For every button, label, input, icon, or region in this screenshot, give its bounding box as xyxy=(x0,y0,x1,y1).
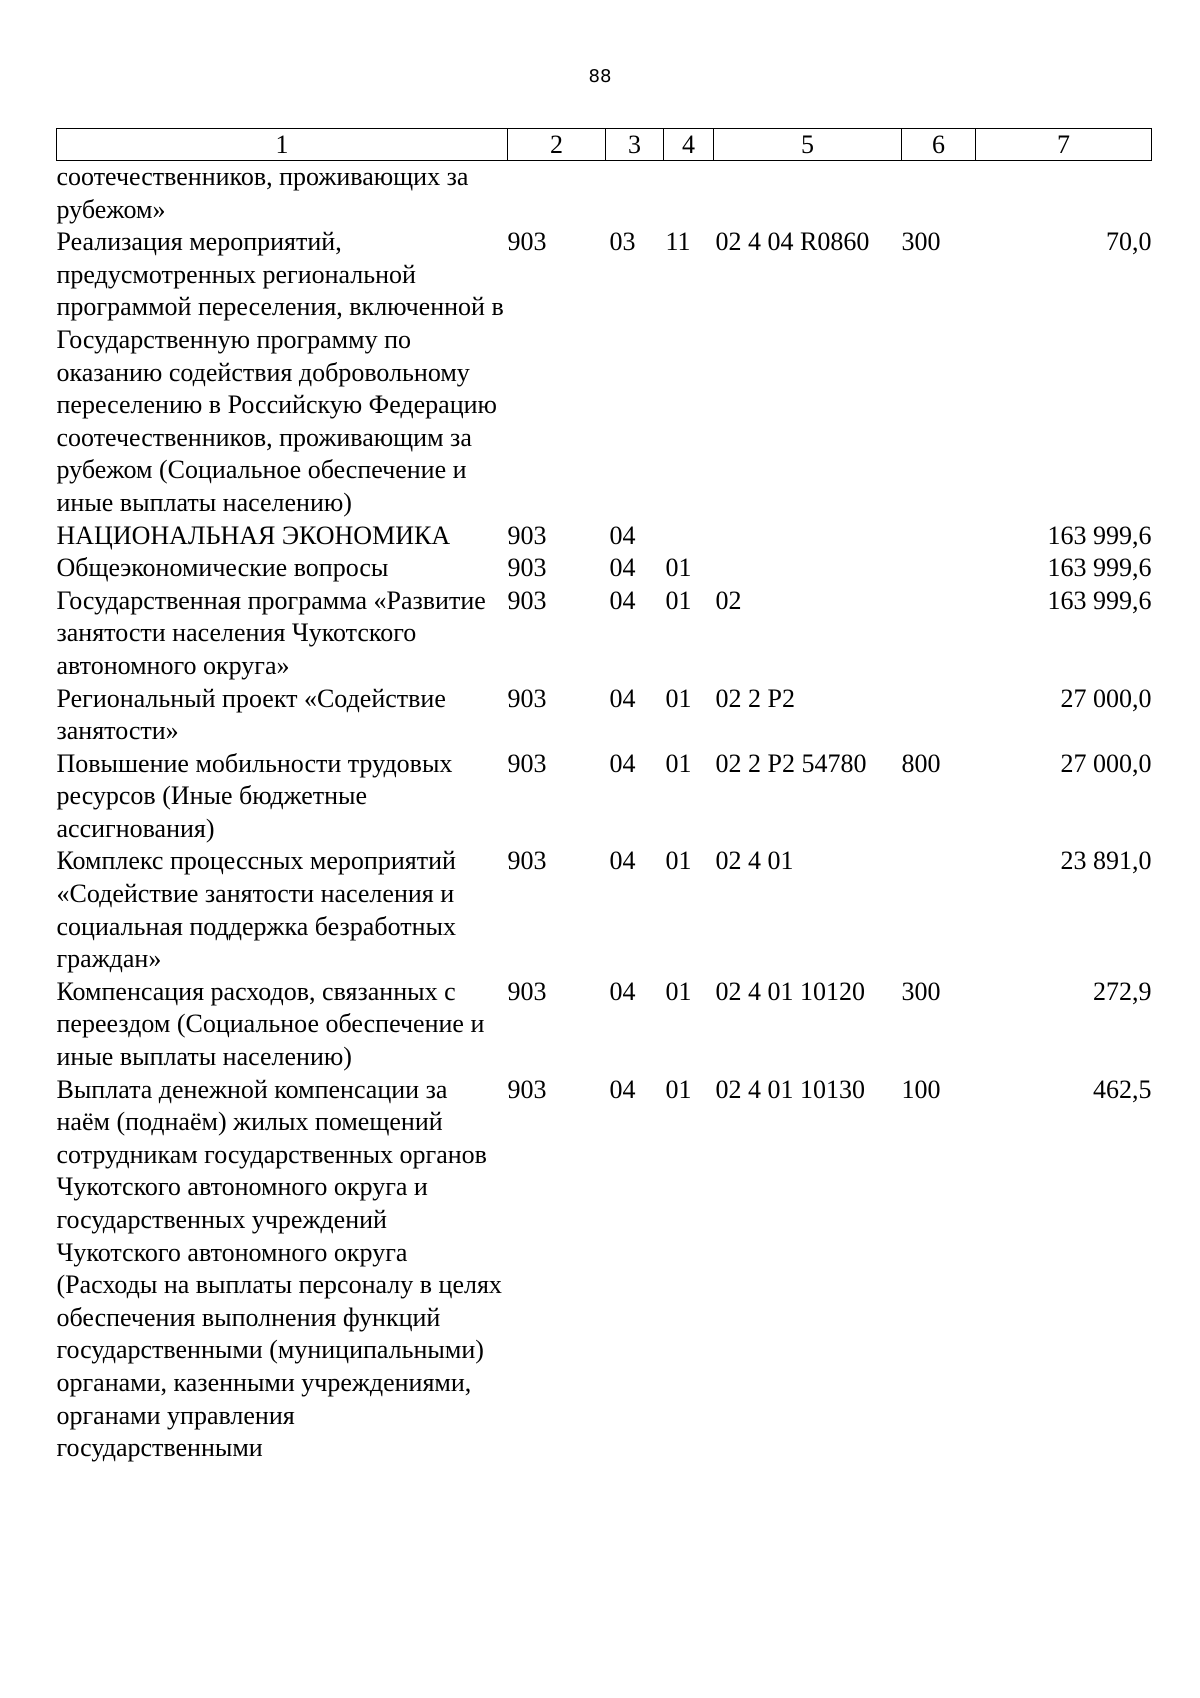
table-body xyxy=(57,161,1152,1465)
budget-table xyxy=(56,128,1152,1465)
cell-section xyxy=(606,161,664,227)
cell-target-article xyxy=(714,520,902,553)
cell-expense-type xyxy=(902,520,976,553)
cell-target-article xyxy=(714,552,902,585)
table-row xyxy=(57,520,1152,553)
table-row xyxy=(57,1074,1152,1465)
header-col-3: 3 xyxy=(606,129,664,161)
cell-section: 04 xyxy=(609,553,636,583)
cell-subsection: 11 xyxy=(665,227,691,257)
cell-name: Реализация мероприятий, предусмотренных региональной программой переселения, включенной в Государственную программу по оказанию содействия добровольному переселению в Российскую Федерацию соотечественников, проживающим за рубежом (Социальное обеспечение и иные выплаты населению) xyxy=(56,227,504,517)
cell-subsection: 01 xyxy=(665,846,692,876)
cell-expense-type xyxy=(902,585,976,683)
cell-expense-type xyxy=(902,845,976,975)
cell-subsection xyxy=(664,520,714,553)
cell-subsection xyxy=(664,161,714,227)
cell-subsection: 01 xyxy=(665,748,692,778)
cell-expense-type xyxy=(902,552,976,585)
cell-ministry-code: 903 xyxy=(507,748,547,778)
cell-amount: 163 999,6 xyxy=(1047,585,1152,615)
cell-ministry-code: 903 xyxy=(507,553,547,583)
cell-section: 04 xyxy=(609,1074,636,1104)
cell-subsection: 01 xyxy=(665,1074,692,1104)
header-col-7: 7 xyxy=(976,129,1152,161)
cell-expense-type xyxy=(902,161,976,227)
header-col-1: 1 xyxy=(57,129,508,161)
cell-subsection: 01 xyxy=(665,683,692,713)
cell-target-article: 02 xyxy=(715,585,742,615)
cell-amount: 462,5 xyxy=(1093,1074,1152,1104)
cell-ministry-code: 903 xyxy=(507,846,547,876)
cell-expense-type: 300 xyxy=(901,976,941,1006)
cell-expense-type: 100 xyxy=(901,1074,941,1104)
cell-name: Компенсация расходов, связанных с переездом (Социальное обеспечение и иные выплаты населению) xyxy=(56,976,485,1072)
cell-target-article: 02 4 01 10130 xyxy=(715,1074,865,1104)
table-row xyxy=(57,683,1152,748)
cell-amount: 70,0 xyxy=(1106,227,1152,257)
cell-ministry-code xyxy=(508,161,606,227)
table-row xyxy=(57,161,1152,227)
cell-amount: 27 000,0 xyxy=(1060,748,1152,778)
cell-section: 04 xyxy=(609,520,636,550)
cell-target-article xyxy=(714,161,902,227)
header-col-2: 2 xyxy=(508,129,606,161)
cell-ministry-code: 903 xyxy=(507,976,547,1006)
cell-amount xyxy=(976,161,1152,227)
cell-target-article: 02 4 04 R0860 xyxy=(715,227,870,257)
cell-name: Государственная программа «Развитие занятости населения Чукотского автономного округа» xyxy=(56,585,486,680)
cell-subsection: 01 xyxy=(665,976,692,1006)
cell-subsection: 01 xyxy=(665,585,692,615)
cell-section: 03 xyxy=(609,227,636,257)
cell-target-article: 02 2 Р2 xyxy=(715,683,795,713)
cell-section: 04 xyxy=(609,976,636,1006)
cell-name: НАЦИОНАЛЬНАЯ ЭКОНОМИКА xyxy=(56,520,451,550)
header-col-5: 5 xyxy=(714,129,902,161)
cell-name: Региональный проект «Содействие занятости» xyxy=(56,683,446,746)
cell-subsection: 01 xyxy=(665,553,692,583)
cell-name: Выплата денежной компенсации за наём (поднаём) жилых помещений сотрудникам государственных органов Чукотского автономного округа и государственных учреждений Чукотского автономного округа (Расходы на выплаты персоналу в целях обеспечения выполнения функций государственными (муниципальными) органами, казенными учреждениями, органами управления государственными xyxy=(56,1074,502,1463)
cell-amount: 27 000,0 xyxy=(1060,683,1152,713)
cell-ministry-code: 903 xyxy=(507,520,547,550)
cell-amount: 163 999,6 xyxy=(1047,520,1152,550)
cell-ministry-code: 903 xyxy=(507,683,547,713)
cell-target-article: 02 4 01 xyxy=(715,846,794,876)
cell-expense-type xyxy=(902,683,976,748)
cell-section: 04 xyxy=(609,846,636,876)
cell-name: Повышение мобильности трудовых ресурсов (Иные бюджетные ассигнования) xyxy=(56,748,453,843)
cell-ministry-code: 903 xyxy=(507,585,547,615)
cell-amount: 272,9 xyxy=(1093,976,1152,1006)
cell-target-article: 02 4 01 10120 xyxy=(715,976,865,1006)
header-col-4: 4 xyxy=(664,129,714,161)
cell-name: соотечественников, проживающих за рубежом» xyxy=(56,162,469,224)
table-row xyxy=(57,585,1152,683)
header-col-6: 6 xyxy=(902,129,976,161)
cell-expense-type: 300 xyxy=(901,227,941,257)
table-header xyxy=(57,129,1152,161)
cell-ministry-code: 903 xyxy=(507,1074,547,1104)
table-row xyxy=(57,976,1152,1074)
cell-expense-type: 800 xyxy=(901,748,941,778)
table-row xyxy=(57,552,1152,585)
cell-target-article: 02 2 Р2 54780 xyxy=(715,748,867,778)
cell-section: 04 xyxy=(609,585,636,615)
cell-name: Комплекс процессных мероприятий «Содействие занятости населения и социальная поддержка безработных граждан» xyxy=(56,846,456,974)
cell-amount: 163 999,6 xyxy=(1047,553,1152,583)
table-row xyxy=(57,845,1152,975)
cell-section: 04 xyxy=(609,683,636,713)
table-row xyxy=(57,748,1152,846)
table-row xyxy=(57,226,1152,519)
cell-section: 04 xyxy=(609,748,636,778)
cell-amount: 23 891,0 xyxy=(1060,846,1152,876)
header-row xyxy=(57,129,1152,161)
cell-ministry-code: 903 xyxy=(507,227,547,257)
cell-name: Общеэкономические вопросы xyxy=(56,553,389,583)
page-number: 88 xyxy=(588,66,612,87)
